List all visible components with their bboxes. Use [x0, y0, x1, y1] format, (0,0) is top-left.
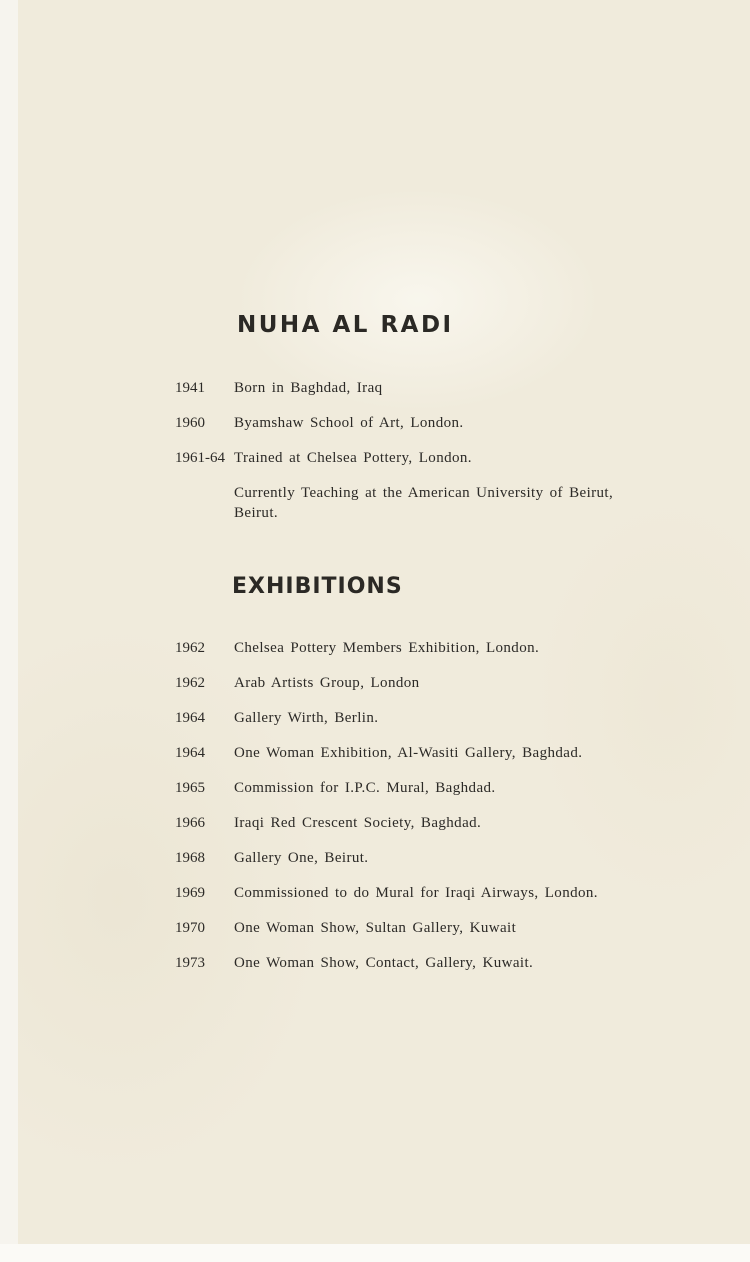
exhibition-text: Gallery One, Beirut.: [234, 850, 369, 866]
bio-year: 1961-64: [175, 450, 225, 466]
exhibition-text: Commissioned to do Mural for Iraqi Airways, London.: [234, 885, 598, 901]
bio-text: Born in Baghdad, Iraq: [234, 380, 383, 396]
exhibition-year: 1964: [175, 710, 205, 726]
exhibition-text: Arab Artists Group, London: [234, 675, 420, 691]
bio-year: 1960: [175, 415, 205, 431]
exhibition-year: 1962: [175, 675, 205, 691]
exhibition-year: 1969: [175, 885, 205, 901]
exhibition-year: 1966: [175, 815, 205, 831]
exhibition-text: One Woman Show, Contact, Gallery, Kuwait.: [234, 955, 534, 971]
exhibition-text: Chelsea Pottery Members Exhibition, London.: [234, 640, 540, 656]
exhibition-year: 1962: [175, 640, 205, 656]
exhibition-year: 1973: [175, 955, 205, 971]
exhibition-text: One Woman Exhibition, Al-Wasiti Gallery, Baghdad.: [234, 745, 583, 761]
artist-name-heading: NUHA AL RADI: [237, 312, 454, 338]
exhibition-year: 1970: [175, 920, 205, 936]
exhibition-text: Iraqi Red Crescent Society, Baghdad.: [234, 815, 482, 831]
bio-text: Byamshaw School of Art, London.: [234, 415, 464, 431]
exhibition-text: One Woman Show, Sultan Gallery, Kuwait: [234, 920, 517, 936]
exhibitions-heading: EXHIBITIONS: [232, 574, 403, 599]
bio-text: Trained at Chelsea Pottery, London.: [234, 450, 472, 466]
exhibition-year: 1965: [175, 780, 205, 796]
exhibition-year: 1968: [175, 850, 205, 866]
bio-text: Currently Teaching at the American University of Beirut, Beirut.: [234, 485, 614, 521]
exhibition-year: 1964: [175, 745, 205, 761]
bio-year: 1941: [175, 380, 205, 396]
scan-margin: [0, 1244, 750, 1262]
document-page: [18, 0, 750, 1244]
exhibition-text: Gallery Wirth, Berlin.: [234, 710, 379, 726]
exhibition-text: Commission for I.P.C. Mural, Baghdad.: [234, 780, 496, 796]
